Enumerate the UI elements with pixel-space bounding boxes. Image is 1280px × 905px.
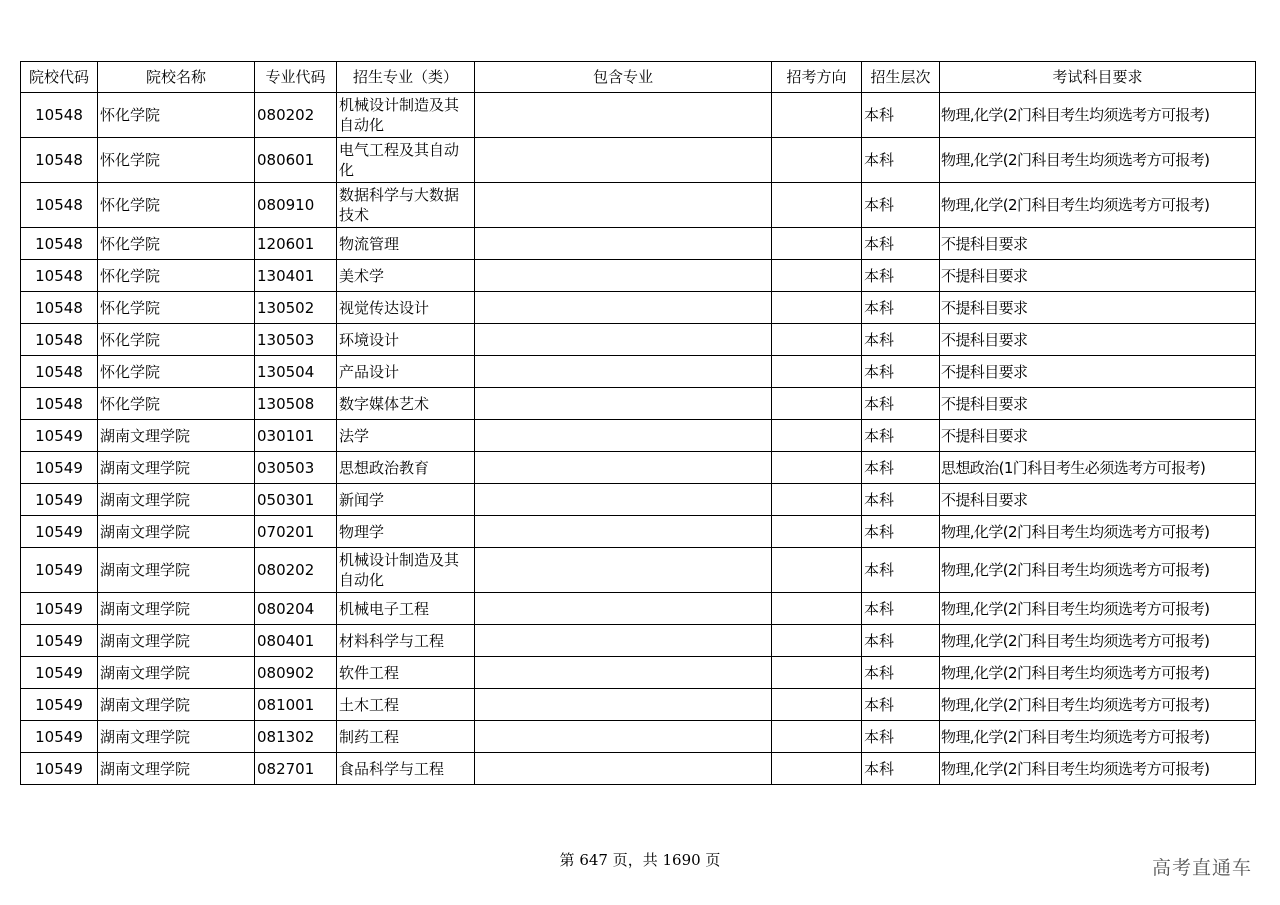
cell-direction	[772, 484, 862, 516]
cell-subject-requirement: 不提科目要求	[940, 484, 1256, 516]
cell-major-code: 081302	[255, 721, 337, 753]
cell-subject-requirement: 物理,化学(2门科目考生均须选考方可报考)	[940, 721, 1256, 753]
cell-direction	[772, 420, 862, 452]
cell-major-code: 080202	[255, 93, 337, 138]
cell-school-name: 湖南文理学院	[98, 689, 255, 721]
cell-subject-requirement: 不提科目要求	[940, 388, 1256, 420]
cell-school-code: 10548	[21, 388, 98, 420]
table-row	[21, 228, 1256, 260]
header-direction: 招考方向	[772, 62, 862, 93]
table-row	[21, 721, 1256, 753]
cell-school-name: 湖南文理学院	[98, 420, 255, 452]
cell-level: 本科	[862, 548, 940, 593]
cell-subject-requirement: 不提科目要求	[940, 356, 1256, 388]
table-row	[21, 593, 1256, 625]
cell-subject-requirement: 物理,化学(2门科目考生均须选考方可报考)	[940, 689, 1256, 721]
cell-level: 本科	[862, 228, 940, 260]
cell-school-code: 10549	[21, 721, 98, 753]
cell-school-code: 10548	[21, 228, 98, 260]
cell-school-name: 怀化学院	[98, 93, 255, 138]
cell-subject-requirement: 物理,化学(2门科目考生均须选考方可报考)	[940, 138, 1256, 183]
table-row	[21, 138, 1256, 183]
cell-school-code: 10549	[21, 420, 98, 452]
cell-level: 本科	[862, 420, 940, 452]
cell-direction	[772, 689, 862, 721]
cell-included-majors	[475, 356, 772, 388]
cell-major-name: 思想政治教育	[337, 452, 475, 484]
cell-level: 本科	[862, 484, 940, 516]
table-row	[21, 689, 1256, 721]
cell-included-majors	[475, 420, 772, 452]
cell-direction	[772, 721, 862, 753]
cell-major-name: 法学	[337, 420, 475, 452]
table-row	[21, 93, 1256, 138]
cell-school-code: 10549	[21, 593, 98, 625]
cell-school-code: 10549	[21, 484, 98, 516]
cell-major-name: 数字媒体艺术	[337, 388, 475, 420]
cell-major-code: 050301	[255, 484, 337, 516]
cell-school-name: 湖南文理学院	[98, 516, 255, 548]
cell-direction	[772, 260, 862, 292]
header-school-name: 院校名称	[98, 62, 255, 93]
cell-school-code: 10549	[21, 548, 98, 593]
cell-school-code: 10549	[21, 753, 98, 785]
cell-major-code: 030101	[255, 420, 337, 452]
cell-school-code: 10548	[21, 93, 98, 138]
cell-direction	[772, 324, 862, 356]
table-row	[21, 324, 1256, 356]
table-row	[21, 183, 1256, 228]
cell-direction	[772, 228, 862, 260]
cell-major-name: 环境设计	[337, 324, 475, 356]
cell-major-code: 082701	[255, 753, 337, 785]
cell-school-name: 湖南文理学院	[98, 657, 255, 689]
cell-school-name: 湖南文理学院	[98, 753, 255, 785]
table-row	[21, 420, 1256, 452]
cell-school-name: 怀化学院	[98, 260, 255, 292]
cell-major-code: 030503	[255, 452, 337, 484]
cell-school-name: 怀化学院	[98, 356, 255, 388]
cell-major-code: 070201	[255, 516, 337, 548]
cell-major-code: 081001	[255, 689, 337, 721]
cell-included-majors	[475, 93, 772, 138]
cell-included-majors	[475, 548, 772, 593]
cell-level: 本科	[862, 625, 940, 657]
cell-school-name: 怀化学院	[98, 292, 255, 324]
cell-direction	[772, 753, 862, 785]
cell-direction	[772, 593, 862, 625]
cell-school-name: 怀化学院	[98, 183, 255, 228]
cell-major-code: 080910	[255, 183, 337, 228]
cell-major-name: 美术学	[337, 260, 475, 292]
cell-direction	[772, 452, 862, 484]
cell-school-code: 10548	[21, 292, 98, 324]
cell-major-name: 材料科学与工程	[337, 625, 475, 657]
cell-level: 本科	[862, 183, 940, 228]
cell-included-majors	[475, 138, 772, 183]
table-row	[21, 484, 1256, 516]
table-row	[21, 548, 1256, 593]
cell-major-name: 制药工程	[337, 721, 475, 753]
cell-school-name: 湖南文理学院	[98, 484, 255, 516]
table-row	[21, 292, 1256, 324]
header-row	[21, 62, 1256, 93]
cell-included-majors	[475, 452, 772, 484]
cell-level: 本科	[862, 324, 940, 356]
cell-school-code: 10548	[21, 260, 98, 292]
cell-major-code: 120601	[255, 228, 337, 260]
table-row	[21, 516, 1256, 548]
cell-major-code: 130508	[255, 388, 337, 420]
cell-included-majors	[475, 260, 772, 292]
cell-major-code: 130504	[255, 356, 337, 388]
cell-level: 本科	[862, 356, 940, 388]
cell-major-code: 080601	[255, 138, 337, 183]
cell-level: 本科	[862, 657, 940, 689]
cell-school-code: 10549	[21, 625, 98, 657]
cell-level: 本科	[862, 260, 940, 292]
cell-school-code: 10549	[21, 452, 98, 484]
cell-major-name: 产品设计	[337, 356, 475, 388]
cell-major-code: 130401	[255, 260, 337, 292]
cell-major-name: 机械设计制造及其自动化	[337, 548, 475, 593]
table-row	[21, 260, 1256, 292]
cell-included-majors	[475, 753, 772, 785]
cell-major-code: 130503	[255, 324, 337, 356]
cell-included-majors	[475, 516, 772, 548]
cell-major-name: 土木工程	[337, 689, 475, 721]
cell-level: 本科	[862, 138, 940, 183]
cell-subject-requirement: 物理,化学(2门科目考生均须选考方可报考)	[940, 548, 1256, 593]
table-row	[21, 452, 1256, 484]
cell-included-majors	[475, 183, 772, 228]
cell-subject-requirement: 不提科目要求	[940, 324, 1256, 356]
cell-direction	[772, 516, 862, 548]
table-row	[21, 356, 1256, 388]
cell-subject-requirement: 物理,化学(2门科目考生均须选考方可报考)	[940, 516, 1256, 548]
cell-major-name: 电气工程及其自动化	[337, 138, 475, 183]
cell-major-name: 软件工程	[337, 657, 475, 689]
cell-included-majors	[475, 228, 772, 260]
cell-major-name: 数据科学与大数据技术	[337, 183, 475, 228]
cell-major-name: 新闻学	[337, 484, 475, 516]
cell-school-name: 湖南文理学院	[98, 548, 255, 593]
cell-included-majors	[475, 324, 772, 356]
cell-level: 本科	[862, 753, 940, 785]
header-major: 招生专业（类）	[337, 62, 475, 93]
cell-included-majors	[475, 388, 772, 420]
cell-included-majors	[475, 657, 772, 689]
cell-direction	[772, 388, 862, 420]
cell-level: 本科	[862, 93, 940, 138]
cell-included-majors	[475, 593, 772, 625]
cell-major-code: 080204	[255, 593, 337, 625]
cell-direction	[772, 356, 862, 388]
cell-school-name: 怀化学院	[98, 228, 255, 260]
cell-level: 本科	[862, 721, 940, 753]
cell-subject-requirement: 不提科目要求	[940, 420, 1256, 452]
cell-direction	[772, 548, 862, 593]
table-row	[21, 625, 1256, 657]
cell-direction	[772, 183, 862, 228]
cell-major-code: 080202	[255, 548, 337, 593]
cell-direction	[772, 93, 862, 138]
table-row	[21, 657, 1256, 689]
cell-level: 本科	[862, 452, 940, 484]
cell-school-code: 10549	[21, 657, 98, 689]
cell-subject-requirement: 物理,化学(2门科目考生均须选考方可报考)	[940, 753, 1256, 785]
cell-school-name: 怀化学院	[98, 138, 255, 183]
cell-subject-requirement: 不提科目要求	[940, 292, 1256, 324]
cell-subject-requirement: 物理,化学(2门科目考生均须选考方可报考)	[940, 657, 1256, 689]
cell-level: 本科	[862, 516, 940, 548]
admission-table	[20, 61, 1256, 785]
cell-major-code: 080902	[255, 657, 337, 689]
table-row	[21, 388, 1256, 420]
cell-major-name: 物理学	[337, 516, 475, 548]
cell-major-name: 视觉传达设计	[337, 292, 475, 324]
cell-school-name: 湖南文理学院	[98, 625, 255, 657]
cell-major-name: 食品科学与工程	[337, 753, 475, 785]
cell-school-code: 10548	[21, 356, 98, 388]
cell-subject-requirement: 物理,化学(2门科目考生均须选考方可报考)	[940, 625, 1256, 657]
header-included-majors: 包含专业	[475, 62, 772, 93]
cell-school-code: 10549	[21, 689, 98, 721]
cell-level: 本科	[862, 593, 940, 625]
cell-level: 本科	[862, 689, 940, 721]
cell-school-code: 10548	[21, 138, 98, 183]
cell-included-majors	[475, 484, 772, 516]
cell-school-code: 10549	[21, 516, 98, 548]
cell-direction	[772, 138, 862, 183]
cell-included-majors	[475, 689, 772, 721]
cell-included-majors	[475, 625, 772, 657]
cell-school-name: 湖南文理学院	[98, 593, 255, 625]
cell-level: 本科	[862, 388, 940, 420]
cell-major-name: 机械设计制造及其自动化	[337, 93, 475, 138]
cell-major-name: 机械电子工程	[337, 593, 475, 625]
cell-direction	[772, 657, 862, 689]
cell-subject-requirement: 物理,化学(2门科目考生均须选考方可报考)	[940, 183, 1256, 228]
cell-school-code: 10548	[21, 183, 98, 228]
cell-subject-requirement: 物理,化学(2门科目考生均须选考方可报考)	[940, 593, 1256, 625]
cell-major-code: 080401	[255, 625, 337, 657]
cell-level: 本科	[862, 292, 940, 324]
header-level: 招生层次	[862, 62, 940, 93]
cell-major-name: 物流管理	[337, 228, 475, 260]
cell-included-majors	[475, 721, 772, 753]
header-subject-requirement: 考试科目要求	[940, 62, 1256, 93]
cell-school-name: 湖南文理学院	[98, 721, 255, 753]
cell-subject-requirement: 不提科目要求	[940, 228, 1256, 260]
header-school-code: 院校代码	[21, 62, 98, 93]
cell-school-name: 湖南文理学院	[98, 452, 255, 484]
cell-subject-requirement: 不提科目要求	[940, 260, 1256, 292]
cell-direction	[772, 625, 862, 657]
cell-subject-requirement: 思想政治(1门科目考生必须选考方可报考)	[940, 452, 1256, 484]
cell-subject-requirement: 物理,化学(2门科目考生均须选考方可报考)	[940, 93, 1256, 138]
cell-major-code: 130502	[255, 292, 337, 324]
cell-direction	[772, 292, 862, 324]
cell-school-name: 怀化学院	[98, 388, 255, 420]
table-row	[21, 753, 1256, 785]
cell-school-name: 怀化学院	[98, 324, 255, 356]
page-number: 第 647 页，共 1690 页	[559, 851, 721, 869]
watermark: 高考直通车	[1151, 857, 1252, 879]
cell-included-majors	[475, 292, 772, 324]
cell-school-code: 10548	[21, 324, 98, 356]
header-major-code: 专业代码	[255, 62, 337, 93]
